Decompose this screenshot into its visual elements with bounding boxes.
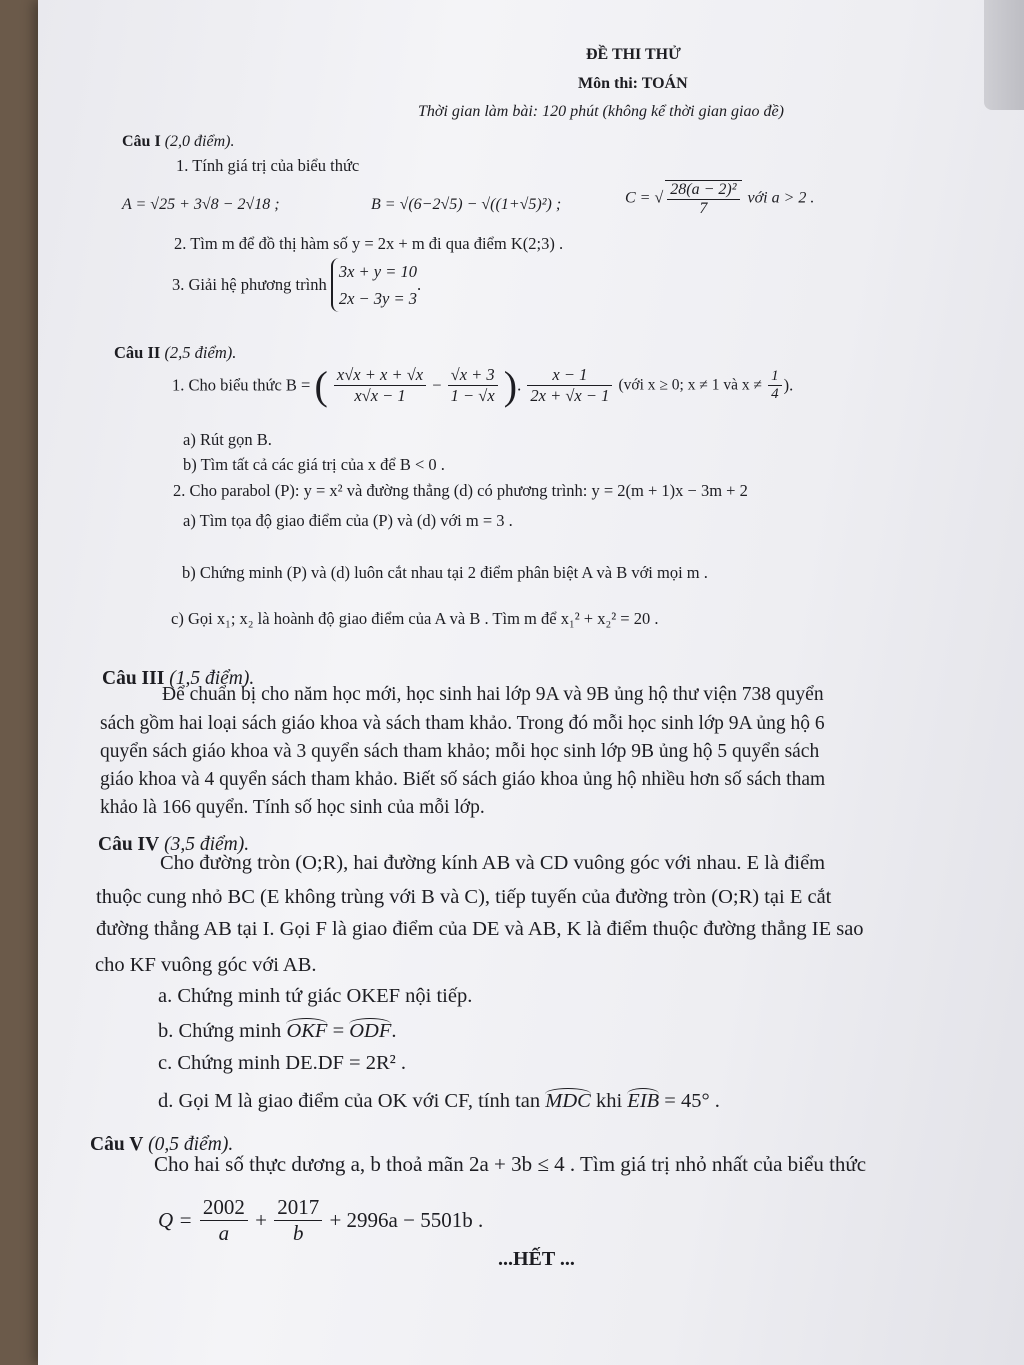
exam-title: ĐỀ THI THỬ: [586, 46, 681, 63]
q3-line-2: sách gồm hai loại sách giáo khoa và sách tham khảo. Trong đó mỗi học sinh lớp 9A ủng hộ 6: [100, 713, 825, 734]
q5-line-1: Cho hai số thực dương a, b thoả mãn 2a + 3b ≤ 4 . Tìm giá trị nhỏ nhất của biểu thức: [154, 1152, 867, 1176]
q2-condition-fraction: $\frac{1}{4}$: [768, 368, 782, 403]
q2-item1b: b) Tìm tất cả các giá trị của x để B < 0 .: [183, 455, 445, 474]
q1-item2: 2. Tìm m để đồ thị hàm số y = 2x + m đi qua điểm K(2;3) .: [174, 234, 564, 253]
q2-item2: 2. Cho parabol (P): y = x² và đường thẳng (d) có phương trình: y = 2(m + 1)x − 3m + 2: [173, 481, 748, 500]
q4-item-b: b. Chứng minh OKF = ODF.: [158, 1020, 397, 1042]
q1-heading: Câu I (2,0 điểm).: [122, 133, 235, 150]
q1-expr-c: C = √ $\frac{\text{28(a − 2)²}}{7}$ với a > 2 .: [625, 181, 815, 217]
q5-expression: Q = $\frac{2002}{a}$ + $\frac{2017}{b}$ + 2996a − 5501b .: [158, 1195, 484, 1245]
q2-item2c: c) Gọi x₁; x₂ là hoành độ giao điểm của A và B . Tìm m để x₁² + x₂² = 20 .: [171, 609, 659, 628]
q5-heading: Câu V (0,5 điểm).: [90, 1134, 234, 1155]
q3-line-5: khảo là 166 quyển. Tính số học sinh của mỗi lớp.: [100, 797, 485, 818]
q5-fraction-2: $\frac{2017}{b}$: [274, 1195, 322, 1246]
q1-expr-a: A = √25 + 3√8 − 2√18 ;: [122, 196, 280, 213]
q2-item2b: b) Chứng minh (P) và (d) luôn cắt nhau tại 2 điểm phân biệt A và B với mọi m .: [182, 563, 708, 582]
q3-line-1: Để chuẩn bị cho năm học mới, học sinh hai lớp 9A và 9B ủng hộ thư viện 738 quyển: [162, 684, 824, 705]
q2-item2a: a) Tìm tọa độ giao điểm của (P) và (d) với m = 3 .: [183, 511, 513, 530]
q2-item1a: a) Rút gọn B.: [183, 430, 272, 449]
q2-fraction-2: $\frac{√x + 3}{1 - √x}$: [448, 365, 498, 406]
q4-item-a: a. Chứng minh tứ giác OKEF nội tiếp.: [158, 985, 473, 1007]
q3-line-3: quyển sách giáo khoa và 3 quyển sách tham khảo; mỗi học sinh lớp 9B ủng hộ 5 quyển sách: [100, 741, 820, 762]
q2-fraction-1: $\frac{x√x + x + √x}{x√x - 1}$: [334, 365, 426, 406]
exam-end: ...HẾT ...: [498, 1248, 575, 1270]
q4-item-d: d. Gọi M là giao điểm của OK với CF, tính tan MDC khi EIB = 45° .: [158, 1090, 720, 1112]
exam-paper: [38, 0, 1024, 1365]
q2-fraction-3: $\frac{x - 1}{2x + √x - 1}$: [527, 365, 612, 406]
q1-item1: 1. Tính giá trị của biểu thức: [176, 156, 360, 175]
q1-equation-system: 3x + y = 10 2x − 3y = 3: [331, 258, 417, 312]
angle-odf: ODF: [349, 1020, 392, 1042]
q3-heading: Câu III (1,5 điểm).: [102, 668, 255, 689]
q1-expr-b: B = √(6−2√5) − √((1+√5)²) ;: [371, 196, 562, 213]
q4-line-2: thuộc cung nhỏ BC (E không trùng với B và C), tiếp tuyến của đường tròn (O;R) tại E cắt: [96, 886, 832, 908]
angle-okf: OKF: [286, 1020, 328, 1042]
q4-heading: Câu IV (3,5 điểm).: [98, 834, 250, 855]
q1-item3: 3. Giải hệ phương trình 3x + y = 10 2x − 3y = 3 .: [172, 258, 421, 312]
q4-line-3: đường thẳng AB tại I. Gọi F là giao điểm của DE và AB, K là điểm thuộc đường thẳng IE sao: [96, 918, 864, 940]
q1-expr-c-fraction: $\frac{\text{28(a − 2)²}}{7}$: [665, 180, 741, 218]
exam-time: Thời gian làm bài: 120 phút (không kể thời gian giao đề): [418, 103, 784, 120]
exam-subject: Môn thi: TOÁN: [578, 75, 688, 92]
exam-content: [38, 0, 1024, 1365]
q3-line-4: giáo khoa và 4 quyển sách tham khảo. Biết số sách giáo khoa ủng hộ nhiều hơn số sách tham: [100, 769, 826, 790]
q4-item-c: c. Chứng minh DE.DF = 2R² .: [158, 1052, 407, 1074]
q4-line-1: Cho đường tròn (O;R), hai đường kính AB và CD vuông góc với nhau. E là điểm: [160, 852, 826, 874]
angle-eib: EIB: [627, 1090, 660, 1112]
q2-item1: 1. Cho biểu thức B = ( $\frac{x√x + x + √x}{x√x - 1}$ − $\frac{√x + 3}{1 - √x}$ ). $\frac{x - 1}{2x + √x - 1}$ (với x ≥ 0; x ≠ 1 và x ≠ $\frac{1}{4}$ ).: [172, 363, 794, 408]
angle-mdc: MDC: [545, 1090, 591, 1112]
q4-line-4: cho KF vuông góc với AB.: [95, 954, 317, 976]
q2-heading: Câu II (2,5 điểm).: [114, 343, 237, 362]
q5-fraction-1: $\frac{2002}{a}$: [200, 1195, 248, 1246]
